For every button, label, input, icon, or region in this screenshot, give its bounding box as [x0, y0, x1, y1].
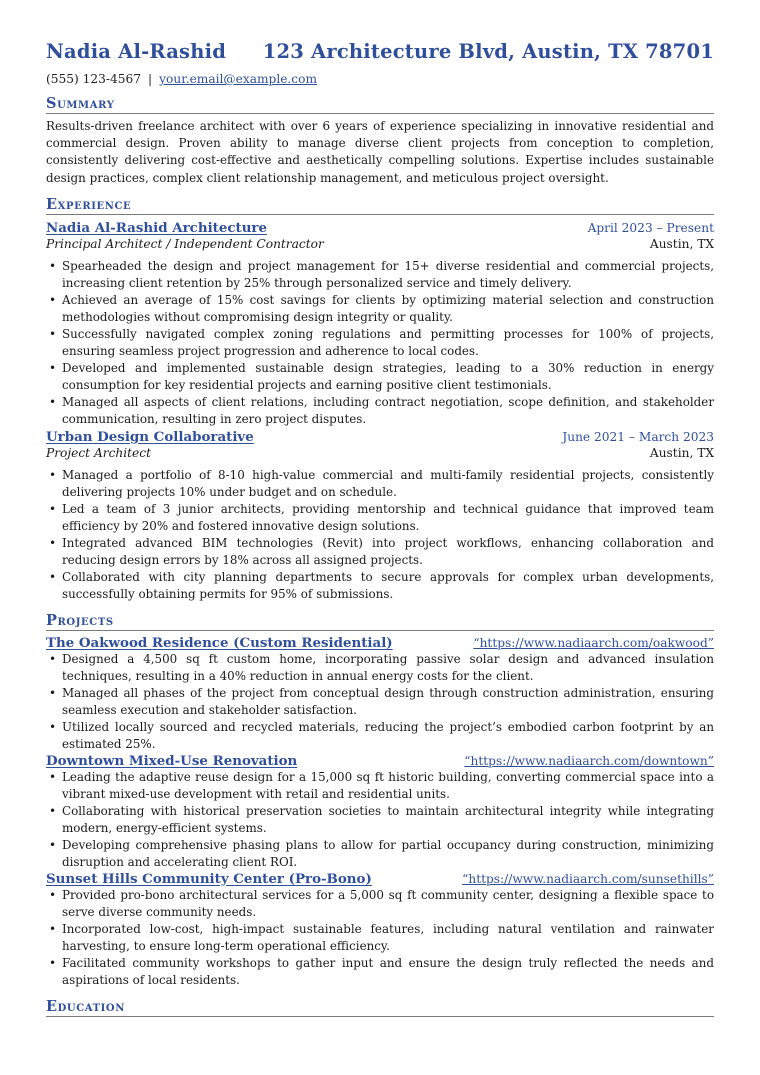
- job-bullet: • Spearheaded the design and project management for 15+ diverse residential and commercial projects, increasing client retention by 25% through personalized service and timely delivery.: [62, 258, 714, 292]
- experience-heading: Experience: [46, 196, 714, 215]
- project-url-link[interactable]: “https://www.nadiaarch.com/downtown”: [464, 753, 714, 768]
- resume-page: [46, 40, 714, 1017]
- job-bullet: • Developed and implemented sustainable design strategies, leading to a 30% reduction in energy consumption for key residential projects and earning positive client testimonials.: [62, 360, 714, 394]
- project-bullet: • Incorporated low-cost, high-impact sustainable features, including natural ventilation and rainwater harvesting, to ensure long-term operational efficiency.: [62, 921, 714, 955]
- job-bullet-list: [46, 467, 714, 603]
- job-role: Project Architect: [46, 445, 151, 460]
- project-bullet: • Utilized locally sourced and recycled materials, reducing the project’s embodied carbon footprint by an estimated 25%.: [62, 719, 714, 753]
- job-dates: June 2021 – March 2023: [562, 429, 714, 444]
- candidate-address: 123 Architecture Blvd, Austin, TX 78701: [262, 40, 714, 63]
- job-location: Austin, TX: [649, 445, 714, 460]
- phone-number: (555) 123-4567: [46, 72, 142, 86]
- summary-heading: Summary: [46, 95, 714, 114]
- job-bullet: • Successfully navigated complex zoning regulations and permitting processes for 100% of projects, ensuring seamless project progression and adherence to local codes.: [62, 326, 714, 360]
- project-bullet: • Leading the adaptive reuse design for a 15,000 sq ft historic building, converting commercial space into a vibrant mixed-use development with retail and residential units.: [62, 769, 714, 803]
- summary-text: Results-driven freelance architect with over 6 years of experience specializing in innovative residential and commercial design. Proven ability to manage diverse client projects from conception to completion, consistently delivering cost-effective and aesthetically compelling solutions. Expertise includes sustainable design practices, complex client relationship management, and meticulous project oversight.: [46, 119, 714, 185]
- job-bullet: • Managed all aspects of client relations, including contract negotiation, scope definition, and stakeholder communication, resulting in zero project disputes.: [62, 394, 714, 428]
- email-link[interactable]: your.email@example.com: [159, 72, 318, 86]
- project-entry: [46, 635, 714, 753]
- job-bullet: • Achieved an average of 15% cost savings for clients by optimizing material selection and construction methodologies without compromising design integrity or quality.: [62, 292, 714, 326]
- projects-heading: Projects: [46, 612, 714, 631]
- contact-separator: |: [148, 72, 153, 86]
- job-role: Principal Architect / Independent Contractor: [46, 236, 324, 251]
- project-bullet: • Provided pro-bono architectural services for a 5,000 sq ft community center, designing a flexible space to serve diverse community needs.: [62, 887, 714, 921]
- job-dates: April 2023 – Present: [587, 220, 714, 235]
- job-bullet: • Managed a portfolio of 8-10 high-value commercial and multi-family residential projects, consistently delivering projects 10% under budget and on schedule.: [62, 467, 714, 501]
- project-title[interactable]: Sunset Hills Community Center (Pro-Bono): [46, 870, 372, 887]
- project-bullet: • Developing comprehensive phasing plans to allow for partial occupancy during construction, minimizing disruption and accelerating client ROI.: [62, 837, 714, 871]
- job-organization[interactable]: Nadia Al-Rashid Architecture: [46, 219, 268, 236]
- project-bullet: • Managed all phases of the project from conceptual design through construction administration, ensuring seamless execution and stakeholder satisfaction.: [62, 685, 714, 719]
- project-title[interactable]: The Oakwood Residence (Custom Residential): [46, 634, 393, 651]
- job-bullet: • Led a team of 3 junior architects, providing mentorship and technical guidance that improved team efficiency by 20% and fostered innovative design solutions.: [62, 501, 714, 535]
- candidate-name: Nadia Al-Rashid: [46, 40, 227, 63]
- project-entry: [46, 753, 714, 871]
- project-url-link[interactable]: “https://www.nadiaarch.com/sunsethills”: [462, 871, 714, 886]
- project-bullet-list: [46, 651, 714, 753]
- contact-line: [46, 72, 714, 86]
- project-bullet: • Facilitated community workshops to gather input and ensure the design truly reflected the needs and aspirations of local residents.: [62, 955, 714, 989]
- project-bullet-list: [46, 887, 714, 989]
- job-location: Austin, TX: [649, 236, 714, 251]
- project-bullet: • Designed a 4,500 sq ft custom home, incorporating passive solar design and advanced insulation techniques, resulting in a 40% reduction in annual energy costs for the client.: [62, 651, 714, 685]
- project-entry: [46, 871, 714, 989]
- project-bullet-list: [46, 769, 714, 871]
- project-url-link[interactable]: “https://www.nadiaarch.com/oakwood”: [473, 635, 714, 650]
- project-bullet: • Collaborating with historical preservation societies to maintain architectural integrity while integrating modern, energy-efficient systems.: [62, 803, 714, 837]
- job-entry: [46, 429, 714, 603]
- job-bullet: • Collaborated with city planning departments to secure approvals for complex urban developments, successfully obtaining permits for 95% of submissions.: [62, 569, 714, 603]
- education-heading: Education: [46, 998, 714, 1017]
- job-organization[interactable]: Urban Design Collaborative: [46, 428, 254, 445]
- job-bullet: • Integrated advanced BIM technologies (Revit) into project workflows, enhancing collaboration and reducing design errors by 18% across all assigned projects.: [62, 535, 714, 569]
- resume-header: [46, 40, 714, 63]
- project-title[interactable]: Downtown Mixed-Use Renovation: [46, 752, 298, 769]
- job-entry: [46, 220, 714, 428]
- job-bullet-list: [46, 258, 714, 428]
